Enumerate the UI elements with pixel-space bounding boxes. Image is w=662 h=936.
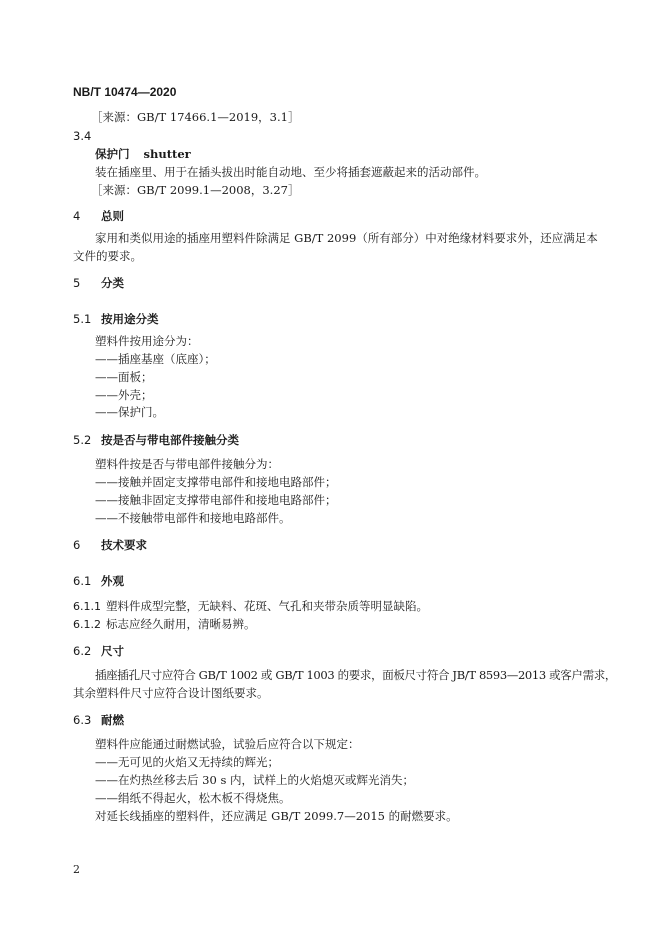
- item-number: 6.1.2: [73, 618, 101, 631]
- clause-6-2-text-line2: 其余塑料件尺寸应符合设计图纸要求。: [73, 686, 269, 700]
- clause-title: 按是否与带电部件接触分类: [101, 433, 239, 447]
- clause-number: 5.2: [73, 433, 92, 447]
- clause-5-2-heading: [73, 432, 239, 448]
- item-number: 6.1.1: [73, 600, 101, 613]
- clause-4-text-line1: 家用和类似用途的插座用塑料件除满足 GB/T 2099（所有部分）中对绝缘材料要求外，还应满足本: [95, 231, 598, 245]
- clause-6-1-2: [73, 616, 256, 633]
- term-zh: 保护门: [95, 147, 130, 161]
- term-heading: [95, 146, 191, 162]
- clause-number: 6.1: [73, 574, 92, 588]
- list-item: ——在灼热丝移去后 30 s 内，试样上的火焰熄灭或辉光消失；: [95, 773, 414, 787]
- page-number: 2: [73, 863, 80, 876]
- clause-title: 按用途分类: [101, 312, 159, 326]
- term-number: 3.4: [73, 129, 92, 143]
- clause-5-1-intro: 塑料件按用途分为：: [95, 334, 199, 348]
- clause-6-1-heading: [73, 573, 124, 589]
- list-item: ——不接触带电部件和接地电路部件。: [95, 511, 291, 525]
- list-item: ——外壳；: [95, 388, 153, 402]
- clause-6-3-heading: [73, 712, 124, 728]
- clause-5-2-intro: 塑料件按是否与带电部件接触分为：: [95, 457, 279, 471]
- clause-6-1-1: [73, 598, 428, 615]
- term-source: ［来源：GB/T 2099.1—2008，3.27］: [91, 183, 300, 197]
- clause-5-1-heading: [73, 311, 159, 327]
- clause-number: 4: [73, 209, 81, 223]
- clause-title: 技术要求: [101, 538, 147, 552]
- clause-title: 耐燃: [101, 713, 124, 727]
- item-text: 塑料件成型完整，无缺料、花斑、气孔和夹带杂质等明显缺陷。: [106, 599, 428, 613]
- clause-6-2-heading: [73, 643, 124, 659]
- clause-6-3-closing: 对延长线插座的塑料件，还应满足 GB/T 2099.7—2015 的耐燃要求。: [95, 809, 458, 823]
- clause-number: 6.3: [73, 713, 92, 727]
- clause-6-2-text-line1: 插座插孔尺寸应符合 GB/T 1002 或 GB/T 1003 的要求，面板尺寸符合 JB/T 8593—2013 或客户需求，: [95, 668, 617, 682]
- source-citation: ［来源：GB/T 17466.1—2019，3.1］: [91, 110, 300, 124]
- clause-5-heading: [73, 275, 124, 291]
- clause-title: 外观: [101, 574, 124, 588]
- clause-4-text-line2: 文件的要求。: [73, 249, 142, 263]
- clause-number: 6.2: [73, 644, 92, 658]
- term-en: shutter: [143, 147, 191, 161]
- clause-title: 分类: [101, 276, 124, 290]
- clause-6-heading: [73, 537, 147, 553]
- term-definition: 装在插座里、用于在插头拔出时能自动地、至少将插套遮蔽起来的活动部件。: [95, 165, 486, 179]
- clause-number: 5.1: [73, 312, 92, 326]
- list-item: ——插座基座（底座）；: [95, 352, 216, 366]
- list-item: ——无可见的火焰又无持续的辉光；: [95, 755, 279, 769]
- clause-number: 6: [73, 538, 81, 552]
- list-item: ——接触非固定支撑带电部件和接地电路部件；: [95, 493, 337, 507]
- clause-number: 5: [73, 276, 81, 290]
- clause-6-3-intro: 塑料件应能通过耐燃试验，试验后应符合以下规定：: [95, 737, 360, 751]
- item-text: 标志应经久耐用，清晰易辨。: [106, 617, 256, 631]
- clause-title: 总则: [101, 209, 124, 223]
- list-item: ——绢纸不得起火，松木板不得烧焦。: [95, 791, 291, 805]
- list-item: ——面板；: [95, 370, 153, 384]
- clause-4-heading: [73, 208, 124, 224]
- list-item: ——接触并固定支撑带电部件和接地电路部件；: [95, 475, 337, 489]
- standard-code-header: NB/T 10474—2020: [73, 85, 177, 99]
- clause-title: 尺寸: [101, 644, 124, 658]
- list-item: ——保护门。: [95, 405, 164, 419]
